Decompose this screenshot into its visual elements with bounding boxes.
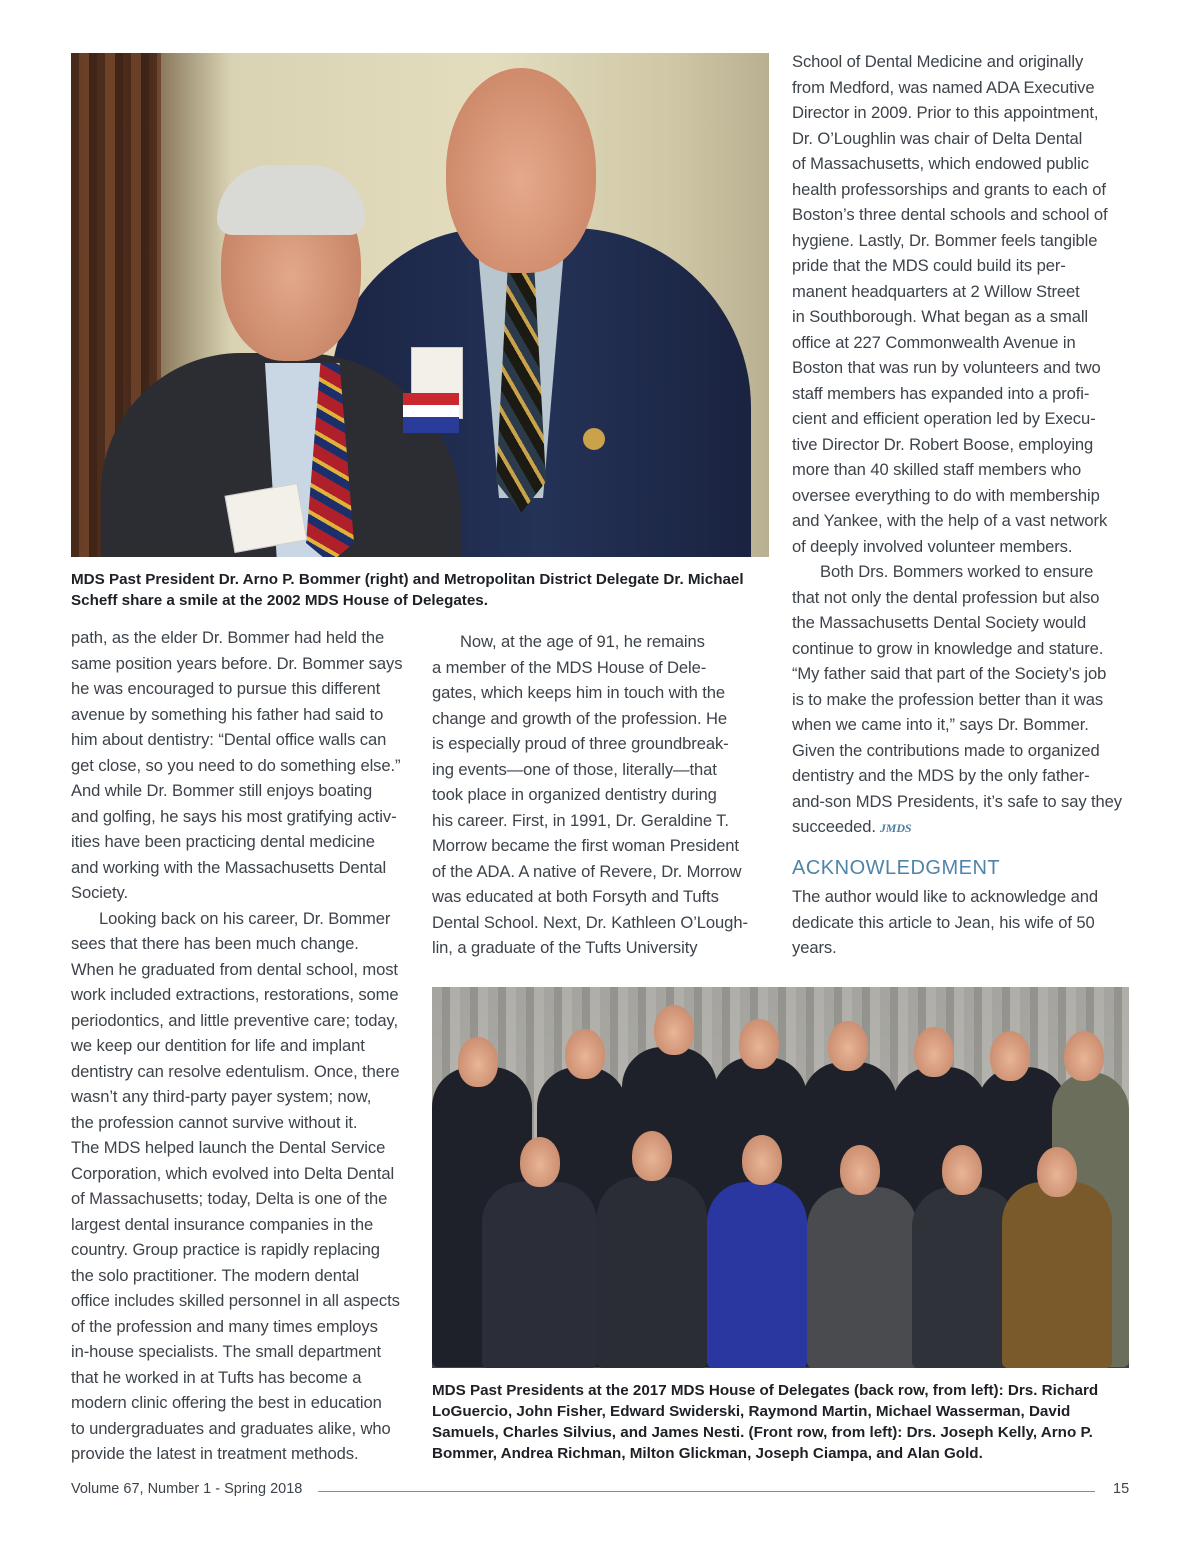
text-line: sees that there has been much change. (71, 934, 359, 953)
paragraph (792, 559, 1142, 842)
badge-ribbon (403, 393, 459, 433)
text-line: was educated at both Forsyth and Tufts (432, 887, 719, 906)
footer-issue: Volume 67, Number 1 - Spring 2018 (71, 1481, 303, 1497)
text-line: change and growth of the profession. He (432, 708, 727, 728)
text-line: gates, which keeps him in touch with the (432, 683, 726, 702)
text-line: path, as the elder Dr. Bommer had held the (71, 628, 385, 647)
text-line: Now, at the age of 91, he remains (460, 632, 705, 651)
text-line: in Southborough. What began as a small (792, 307, 1088, 326)
text-line: dentistry and the MDS by the only father- (792, 766, 1090, 785)
text-line: is especially proud of three groundbreak- (432, 734, 729, 753)
text-line: health professorships and grants to each of (792, 179, 1106, 199)
text-line: that not only the dental profession but also (792, 587, 1100, 607)
caption-line: LoGuercio, John Fisher, Edward Swiderski, Raymond Martin, Michael Wasserman, David (432, 1403, 1071, 1420)
group-person-head (990, 1031, 1030, 1081)
photo1-caption (71, 569, 771, 611)
text-line: him about dentistry: “Dental office walls can (71, 730, 387, 749)
group-person-head (840, 1145, 880, 1195)
group-person (707, 1182, 807, 1368)
group-person-head (828, 1021, 868, 1071)
text-line: And while Dr. Bommer still enjoys boating (71, 781, 373, 800)
text-line: office includes skilled personnel in all aspects (71, 1291, 400, 1310)
text-line: Society. (71, 883, 128, 902)
text-line: of Massachusetts, which endowed public (792, 154, 1089, 173)
text-line: that he worked in at Tufts has become a (71, 1367, 362, 1387)
caption-line: MDS Past President Dr. Arno P. Bommer (right) and Metropolitan District Delegate Dr. Michael (71, 571, 744, 588)
text-line: When he graduated from dental school, most (71, 959, 398, 979)
text-line: provide the latest in treatment methods. (71, 1444, 359, 1463)
text-line: of the profession and many times employs (71, 1316, 378, 1336)
text-line (792, 814, 1142, 842)
text-line: years. (792, 938, 837, 957)
text-line: country. Group practice is rapidly replacing (71, 1240, 380, 1259)
text-line: work included extractions, restorations, some (71, 985, 399, 1004)
lapel-pin (583, 428, 605, 450)
text-line: to undergraduates and graduates alike, who (71, 1418, 391, 1438)
text-line: wasn’t any third-party payer system; now, (71, 1087, 372, 1106)
group-person-head (1064, 1031, 1104, 1081)
caption-line: Scheff share a smile at the 2002 MDS House of Delegates. (71, 592, 488, 609)
page-number: 15 (1113, 1481, 1130, 1497)
text-line: staff members has expanded into a profi- (792, 383, 1090, 403)
text-line: in-house specialists. The small department (71, 1342, 382, 1361)
text-line: took place in organized dentistry during (432, 785, 717, 804)
text-line: pride that the MDS could build its per- (792, 256, 1066, 275)
text-line: Boston that was run by volunteers and two (792, 358, 1101, 377)
group-person-head (632, 1131, 672, 1181)
text-line: Morrow became the first woman President (432, 836, 739, 855)
text-line: avenue by something his father had said to (71, 704, 384, 724)
text-line: The author would like to acknowledge and (792, 887, 1098, 906)
text-line: get close, so you need to do something else.” (71, 755, 401, 775)
text-line: of the ADA. A native of Revere, Dr. Morrow (432, 861, 742, 881)
text-line: he was encouraged to pursue this different (71, 679, 381, 698)
group-person-head (739, 1019, 779, 1069)
text-line: Looking back on his career, Dr. Bommer (99, 908, 391, 928)
text-line: lin, a graduate of the Tufts University (432, 938, 698, 957)
paragraph (432, 629, 772, 961)
text-line: his career. First, in 1991, Dr. Geraldine T. (432, 810, 729, 830)
text-line: continue to grow in knowledge and stature. (792, 638, 1104, 658)
photo-past-presidents-group (432, 987, 1129, 1368)
column-3 (792, 49, 1142, 842)
text-line: is to make the profession better than it was (792, 689, 1104, 709)
text-line: when we came into it,” says Dr. Bommer. (792, 715, 1089, 734)
photo2-caption (432, 1380, 1132, 1464)
text-line: periodontics, and little preventive care; today, (71, 1010, 398, 1030)
text-line: and-son MDS Presidents, it’s safe to say they (792, 791, 1122, 811)
group-person-head (1037, 1147, 1077, 1197)
acknowledgment-text (792, 884, 1142, 961)
group-person-head (458, 1037, 498, 1087)
text-line: the Massachusetts Dental Society would (792, 613, 1087, 632)
text-line: Dental School. Next, Dr. Kathleen O’Lough- (432, 912, 748, 932)
text-line: same position years before. Dr. Bommer says (71, 653, 403, 673)
text-line: tive Director Dr. Robert Boose, employing (792, 434, 1094, 454)
text-line: Both Drs. Bommers worked to ensure (820, 562, 1094, 581)
text-line: from Medford, was named ADA Executive (792, 77, 1095, 97)
text-line: “My father said that part of the Society’s job (792, 664, 1107, 683)
footer-rule (318, 1491, 1095, 1492)
text-line: Director in 2009. Prior to this appointment, (792, 103, 1099, 122)
text-line: and working with the Massachusetts Dental (71, 857, 387, 877)
text-line: oversee everything to do with membership (792, 485, 1100, 505)
text-line: modern clinic offering the best in education (71, 1393, 382, 1412)
text-line: largest dental insurance companies in the (71, 1214, 374, 1234)
text-line: manent headquarters at 2 Willow Street (792, 281, 1080, 301)
acknowledgment-heading: ACKNOWLEDGMENT (792, 857, 1001, 879)
paragraph (71, 625, 411, 906)
text-line: the profession cannot survive without it. (71, 1112, 358, 1132)
column-1 (71, 625, 411, 1467)
text-line: hygiene. Lastly, Dr. Bommer feels tangible (792, 230, 1098, 250)
text-line: Corporation, which evolved into Delta Dental (71, 1163, 395, 1183)
text-line: more than 40 skilled staff members who (792, 460, 1082, 479)
group-person-head (520, 1137, 560, 1187)
text-line: cient and efficient operation led by Execu- (792, 409, 1096, 428)
text-line: Dr. O’Loughlin was chair of Delta Dental (792, 128, 1083, 148)
text-line: The MDS helped launch the Dental Service (71, 1138, 386, 1157)
group-person-head (942, 1145, 982, 1195)
group-person-head (914, 1027, 954, 1077)
caption-line: Samuels, Charles Silvius, and James Nesti. (Front row, from left): Drs. Joseph Kelly, Arno P. (432, 1424, 1093, 1441)
text-line: the solo practitioner. The modern dental (71, 1265, 360, 1285)
person-right-head (446, 68, 596, 273)
group-person (482, 1182, 597, 1368)
text-line: of deeply involved volunteer members. (792, 536, 1073, 556)
text-line: dentistry can resolve edentulism. Once, there (71, 1061, 400, 1081)
text-line: School of Dental Medicine and originally (792, 52, 1084, 71)
group-person (597, 1177, 707, 1368)
text-line: and golfing, he says his most gratifying activ- (71, 806, 397, 826)
text-line: of Massachusetts; today, Delta is one of the (71, 1189, 388, 1208)
caption-line: Bommer, Andrea Richman, Milton Glickman, Joseph Ciampa, and Alan Gold. (432, 1445, 983, 1462)
group-person (1002, 1182, 1112, 1368)
caption-line: MDS Past Presidents at the 2017 MDS House of Delegates (back row, from left): Drs. Richard (432, 1382, 1099, 1399)
photo-bommer-scheff (71, 53, 769, 557)
text-line: ing events—one of those, literally—that (432, 759, 717, 779)
text-line: we keep our dentition for life and implant (71, 1036, 365, 1055)
text-line: a member of the MDS House of Dele- (432, 657, 707, 677)
group-person-head (654, 1005, 694, 1055)
text-line: ities have been practicing dental medicine (71, 832, 375, 851)
paragraph (792, 49, 1142, 559)
group-person-head (742, 1135, 782, 1185)
group-person (807, 1187, 917, 1368)
group-person-head (565, 1029, 605, 1079)
text-line: Given the contributions made to organized (792, 740, 1100, 760)
text-fragment: succeeded. (792, 817, 876, 836)
jmds-signoff: JMDS (879, 821, 912, 835)
column-2 (432, 629, 772, 961)
person-left-hair (217, 165, 365, 235)
paragraph (71, 906, 411, 1467)
text-line: Boston’s three dental schools and school of (792, 205, 1108, 224)
text-line: dedicate this article to Jean, his wife of 50 (792, 912, 1095, 932)
text-line: office at 227 Commonwealth Avenue in (792, 332, 1076, 352)
text-line: and Yankee, with the help of a vast network (792, 511, 1108, 530)
